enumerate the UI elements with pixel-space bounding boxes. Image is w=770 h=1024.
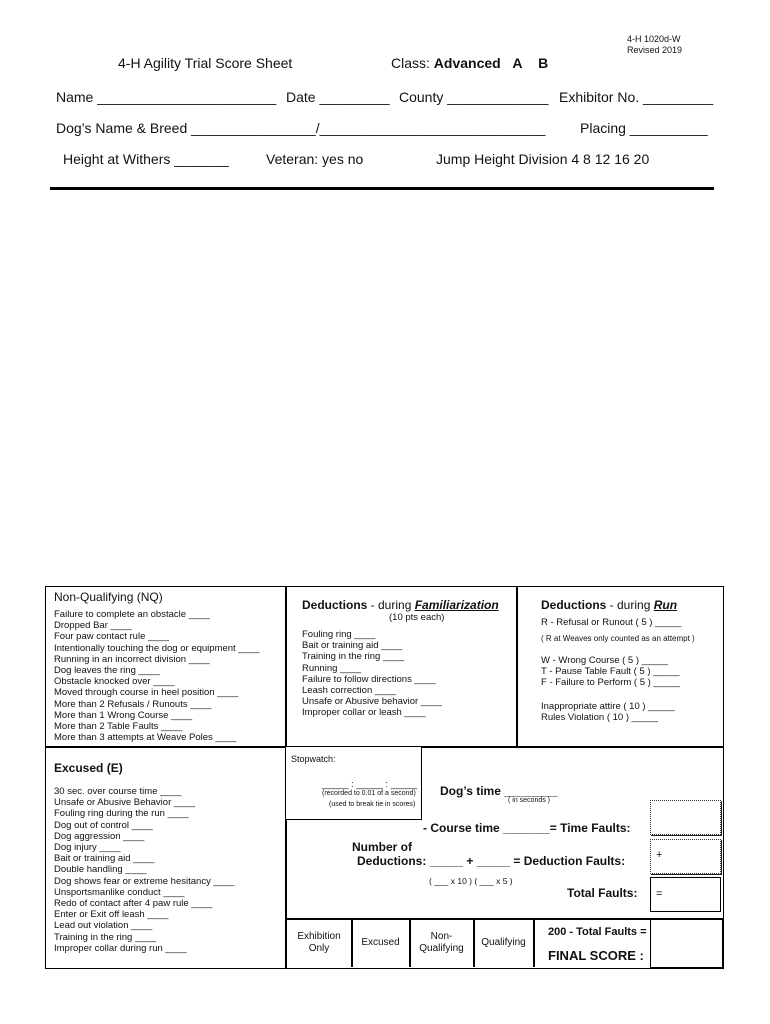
run-faults-list (541, 655, 680, 689)
divider (516, 587, 518, 746)
stopwatch-input[interactable]: _____ : _____ : _____ (322, 779, 418, 790)
plus-sign: + (656, 849, 663, 861)
refusal-line: R - Refusal or Runout ( 5 ) _____ (541, 617, 682, 628)
list-item: Redo of contact after 4 paw rule ____ (54, 898, 213, 910)
list-item: Dog injury ____ (54, 842, 121, 854)
list-item: F - Failure to Perform ( 5 ) _____ (541, 677, 680, 689)
list-item: Unsportsmanlike conduct ____ (54, 886, 185, 898)
familiarization-list (302, 629, 442, 719)
height-field[interactable]: Height at Withers _______ (63, 151, 229, 167)
list-item: Dropped Bar ____ (54, 620, 132, 632)
course-time-line[interactable]: - Course time _______= Time Faults: (423, 821, 631, 835)
list-item: More than 1 Wrong Course ____ (54, 709, 193, 721)
excused-list (54, 786, 235, 954)
name-field[interactable]: Name _______________________ (56, 89, 277, 105)
list-item: W - Wrong Course ( 5 ) _____ (541, 655, 669, 666)
run-heading: Deductions - during Run (541, 598, 678, 612)
divider (533, 919, 535, 967)
list-item: Improper collar or leash ____ (302, 707, 426, 719)
nq-list (54, 609, 259, 743)
stopwatch-label: Stopwatch: (291, 754, 336, 764)
list-item: Obstacle knocked over ____ (54, 676, 175, 688)
list-item: Bait or training aid ____ (54, 853, 155, 865)
list-item: Moved through course in heel position ____ (54, 687, 239, 699)
non-qualifying-option[interactable]: Non- Qualifying (419, 931, 464, 954)
date-field[interactable]: Date _________ (286, 89, 390, 105)
page-title: 4-H Agility Trial Score Sheet (118, 55, 293, 71)
list-item: Enter or Exit off leash ____ (54, 909, 169, 921)
jump-height-field[interactable]: Jump Height Division 4 8 12 16 20 (436, 151, 650, 167)
list-item: Training in the ring ____ (302, 651, 405, 663)
list-item: Failure to follow directions ____ (302, 673, 436, 685)
form-id: 4-H 1020d-W Revised 2019 (627, 34, 683, 55)
list-item: Running ____ (302, 662, 362, 674)
county-field[interactable]: County _____________ (399, 89, 549, 105)
deduction-faults-box[interactable] (650, 839, 721, 874)
list-item: Running in an incorrect division ____ (54, 653, 210, 665)
nq-heading: Non-Qualifying (NQ) (54, 590, 163, 604)
list-item: Dog aggression ____ (54, 830, 145, 842)
list-item: More than 2 Refusals / Runouts ____ (54, 698, 212, 710)
tie-note: (used to break tie in scores) (329, 801, 416, 808)
list-item: Dog shows fear or extreme hesitancy ____ (54, 875, 235, 887)
deductions-line[interactable]: Deductions: _____ + _____ = Deduction Faults: (357, 854, 626, 868)
total-formula: 200 - Total Faults = (548, 926, 647, 938)
list-item: Dog out of control ____ (54, 819, 153, 831)
exhibitor-field[interactable]: Exhibitor No. _________ (559, 89, 714, 105)
list-item: Four paw contact rule ____ (54, 631, 170, 643)
list-item: Fouling ring ____ (302, 629, 376, 640)
list-item: Rules Violation ( 10 ) _____ (541, 712, 659, 724)
list-item: Failure to complete an obstacle ____ (54, 609, 210, 620)
familiarization-heading: Deductions - during Familiarization (302, 598, 499, 612)
list-item: Bait or training aid ____ (302, 640, 403, 652)
final-score-label: FINAL SCORE : (548, 948, 644, 963)
equals-sign: = (656, 888, 663, 900)
total-faults-label: Total Faults: (567, 886, 638, 900)
list-item: Leash correction ____ (302, 685, 397, 697)
qualifying-option[interactable]: Qualifying (481, 937, 526, 948)
total-faults-box[interactable] (650, 877, 721, 912)
list-item: T - Pause Table Fault ( 5 ) _____ (541, 666, 680, 678)
placing-field[interactable]: Placing __________ (580, 120, 708, 136)
list-item: Dog leaves the ring ____ (54, 665, 160, 677)
dogs-time[interactable]: Dog’s time ________ (440, 784, 558, 798)
list-item: Inappropriate attire ( 10 ) _____ (541, 701, 675, 712)
class-field: Class: Advanced A B (391, 55, 549, 71)
recorded-note: (recorded to 0.01 of a second) (322, 790, 416, 797)
list-item: Lead out violation ____ (54, 920, 153, 932)
list-item: Double handling ____ (54, 864, 147, 876)
list-item: Unsafe or Abusive behavior ____ (302, 696, 442, 708)
time-faults-box[interactable] (650, 800, 721, 835)
exhibition-only-option[interactable]: Exhibition Only (297, 931, 341, 954)
header-divider (50, 187, 714, 190)
list-item: Unsafe or Abusive Behavior ____ (54, 797, 196, 809)
final-score-box[interactable] (650, 919, 723, 968)
list-item: 30 sec. over course time ____ (54, 786, 182, 797)
veteran-field[interactable]: Veteran: yes no (266, 151, 364, 167)
weaves-note: ( R at Weaves only counted as an attempt ) (541, 634, 695, 643)
excused-option[interactable]: Excused (361, 937, 400, 948)
list-item: More than 3 attempts at Weave Poles ____ (54, 732, 237, 744)
excused-heading: Excused (E) (54, 761, 123, 775)
list-item: Intentionally touching the dog or equipment ____ (54, 642, 260, 654)
familiarization-subtitle: (10 pts each) (389, 612, 445, 623)
run-other-list (541, 701, 675, 723)
list-item: Fouling ring during the run ____ (54, 808, 189, 820)
in-seconds-note: ( in seconds ) (508, 797, 551, 804)
multipliers-note: ( ___ x 10 ) ( ___ x 5 ) (429, 876, 513, 886)
dog-name-breed-field[interactable]: Dog’s Name & Breed ________________/_____________________________ (56, 120, 546, 136)
list-item: Improper collar during run ____ (54, 942, 187, 954)
number-of-label: Number of (352, 840, 412, 854)
list-item: Training in the ring ____ (54, 931, 157, 943)
list-item: More than 2 Table Faults ____ (54, 721, 183, 733)
